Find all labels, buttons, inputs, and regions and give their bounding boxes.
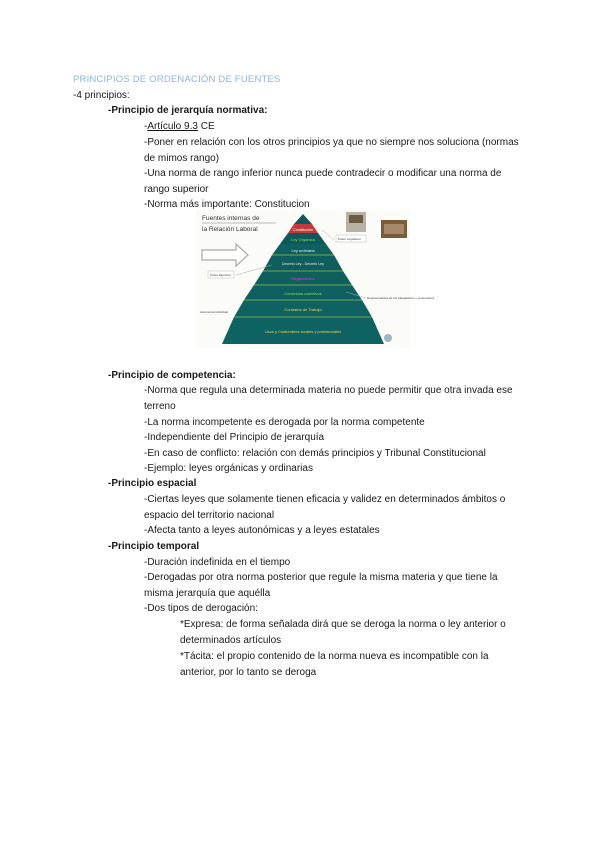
jerarquia-item-2: -Una norma de rango inferior nunca puede contradecir o modificar una norma de rango superior [144,168,502,195]
figure-heading-1: Fuentes internas de [202,215,260,222]
article-line [144,120,215,133]
level-5: Reglamentos [291,276,315,281]
logo-icon [384,334,392,342]
left-note-2: Autonomía individual [200,310,228,314]
pyramid-svg [196,210,435,348]
temporal-item-1: -Duración indefinida en el tiempo [144,557,291,568]
temporal-item-3: -Dos tipos de derogación: [144,603,258,614]
heading-jerarquia: -Principio de jerarquía normativa: [108,105,268,116]
article-link[interactable]: Artículo 9.3 [147,121,198,132]
intro-text: -4 principios: [73,90,130,101]
competencia-item-2: -La norma incompetente es derogada por la norma competente [144,417,425,428]
jerarquia-item-1: -Poner en relación con los otros principios ya que no siempre nos soluciona (normas de mimos rango) [144,137,519,164]
competencia-item-3: -Independiente del Principio de jerarquía [144,432,325,443]
level-3: Ley ordinaria [291,248,315,253]
left-note-1: Poder Ejecutivo [210,273,232,277]
level-1: Constitución [293,228,313,232]
article-prefix: - [144,121,148,132]
temporal-item-2: -Derogadas por otra norma posterior que regule la misma materia y que tiene la misma jerarquía que aquélla [144,572,498,599]
right-note-2: Representantes de los trabajadores y empresarios [367,296,435,300]
article-suffix: CE [197,121,215,132]
competencia-item-1: -Norma que regula una determinada materia no puede permitir que otra invada ese terreno [144,385,513,412]
heading-competencia: -Principio de competencia: [108,370,236,381]
level-2: Ley Orgánica [291,237,315,242]
espacial-item-1: -Ciertas leyes que solamente tienen eficacia y validez en determinados ámbitos o espacio del territorio nacional [144,494,506,521]
doc-title: PRINCIPIOS DE ORDENACIÓN DE FUENTES [73,74,281,85]
heading-espacial: -Principio espacial [108,478,197,489]
heading-temporal: -Principio temporal [108,541,200,552]
competencia-item-5: -Ejemplo: leyes orgánicas y ordinarias [144,463,313,474]
competencia-item-4: -En caso de conflicto: relación con demás principios y Tribunal Constitucional [144,448,486,459]
figure-heading-2: la Relación Laboral [202,226,258,233]
espacial-item-2: -Afecta tanto a leyes autonómicas y a leyes estatales [144,525,380,536]
level-6: Convenios colectivos [284,291,322,296]
level-7: Contratos de Trabajo [284,307,322,312]
level-4: Decreto Ley - Decreto Ley [282,262,324,266]
hierarchy-pyramid-figure [196,210,435,348]
temporal-sub-2: *Tácita: el propio contenido de la norma nueva es incompatible con la anterior, por lo tanto se deroga [180,651,489,678]
temporal-sub-1: *Expresa: de forma señalada dirá que se deroga la norma o ley anterior o determinados artículos [180,619,506,646]
jerarquia-item-3: -Norma más importante: Constitucion [144,199,310,210]
level-8: Usos y Costumbres locales y profesionales [264,329,342,334]
right-note-1: Poder Legislativo [338,237,362,241]
